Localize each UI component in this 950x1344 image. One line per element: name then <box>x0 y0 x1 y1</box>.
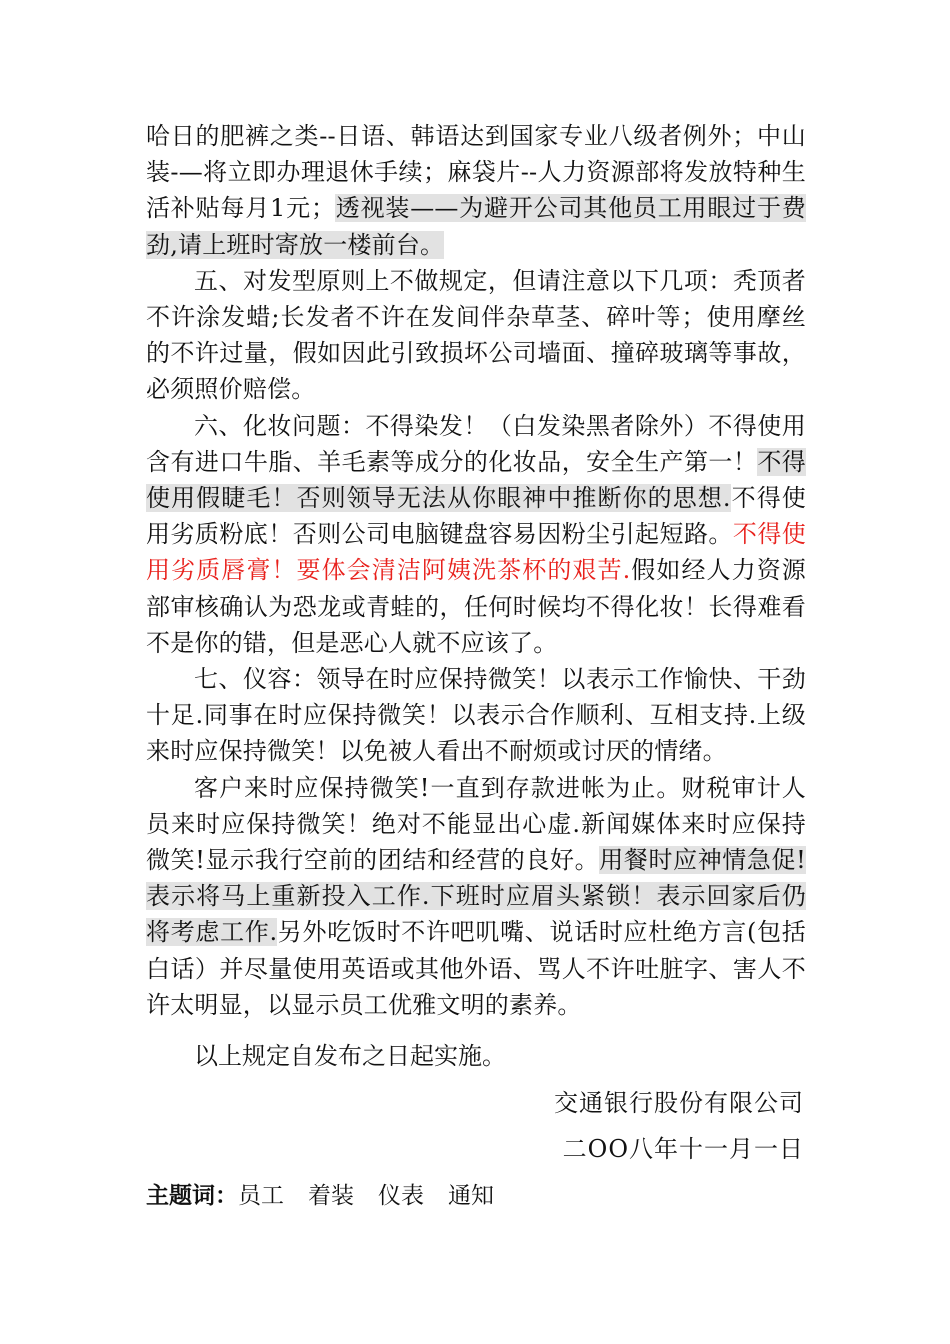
keyword-item: 通知 <box>448 1183 494 1209</box>
document-body <box>146 118 806 1023</box>
makeup-rules-text: 六、化妆问题：不得染发！（白发染黑者除外）不得使用含有进口牛脂、羊毛素等成分的化妆品，安全生产第一！ <box>146 411 806 476</box>
keyword-item: 员工 <box>238 1183 284 1209</box>
subject-keywords <box>146 1178 518 1214</box>
paragraph-makeup <box>146 408 806 661</box>
paragraph-appearance: 七、仪容：领导在时应保持微笑！以表示工作愉快、干劲十足.同事在时应保持微笑！以表示合作顺利、互相支持.上级来时应保持微笑！以免被人看出不耐烦或讨厌的情绪。 <box>146 665 806 766</box>
paragraph-clothing-continued <box>146 118 806 263</box>
clothing-rules-text: 哈日的肥裤之类--日语、韩语达到国家专业八级者例外；中山装-—将立即办理退休手续；麻袋片--人力资源部将发放特种生活补贴每月1元； <box>146 122 806 223</box>
closing-statement: 以上规定自发布之日起实施。 <box>194 1042 506 1070</box>
manners-rules-text: 另外吃饭时不许吧叽嘴、说话时应杜绝方言(包括白话）并尽量使用英语或其他外语、骂人不许吐脏字、害人不许太明显，以显示员工优雅文明的素养。 <box>146 918 806 1019</box>
keywords-label: 主题词： <box>146 1183 238 1209</box>
red-lipstick-rule: 不得使用劣质唇膏！要体会清洁阿姨洗茶杯的艰苦. <box>146 520 806 585</box>
foundation-rule-text: 不得使用劣质粉底！否则公司电脑键盘容易因粉尘引起短路。 <box>146 484 806 549</box>
signature-date: 二OO八年十一月一日 <box>562 1135 804 1163</box>
highlighted-meal-rule: 用餐时应神情急促!表示将马上重新投入工作.下班时应眉头紧锁！表示回家后仍将考虑工作. <box>146 846 806 947</box>
highlighted-eyelash-rule: 不得使用假睫毛！否则领导无法从你眼神中推断你的思想. <box>146 447 806 513</box>
highlighted-see-through-rule: 透视装——为避开公司其他员工用眼过于费劲,请上班时寄放一楼前台。 <box>146 194 806 259</box>
paragraph-smile <box>146 770 806 1023</box>
keyword-item: 仪表 <box>378 1183 424 1209</box>
keyword-item: 着装 <box>308 1183 354 1209</box>
paragraph-hairstyle: 五、对发型原则上不做规定，但请注意以下几项：秃顶者不许涂发蜡;长发者不许在发间伴杂草茎、碎叶等；使用摩丝的不许过量，假如因此引致损坏公司墙面、撞碎玻璃等事故，必须照价赔偿。 <box>146 266 806 404</box>
smile-rules-text: 客户来时应保持微笑!一直到存款进帐为止。财税审计人员来时应保持微笑！绝对不能显出心虚.新闻媒体来时应保持微笑!显示我行空前的团结和经营的良好。 <box>146 773 806 875</box>
signature-company: 交通银行股份有限公司 <box>554 1089 804 1117</box>
makeup-review-text: 假如经人力资源部审核确认为恐龙或青蛙的，任何时候均不得化妆！长得难看不是你的错，但是恶心人就不应该了。 <box>146 556 806 657</box>
